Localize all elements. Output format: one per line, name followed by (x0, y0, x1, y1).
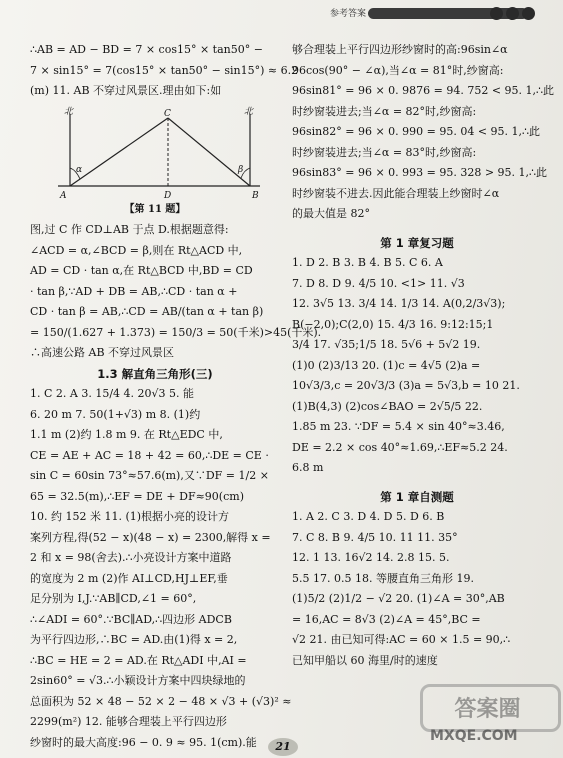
text-line: 1. C 2. A 3. 15/4 4. 20√3 5. 能 (30, 387, 195, 400)
text-line: 足分别为 I,J.∵AB∥CD,∠1 = 60°, (30, 592, 197, 605)
text-line: 的最大值是 82° (292, 207, 370, 220)
section-title: 第 1 章复习题 (380, 235, 454, 250)
text-line: 96sin82° = 96 × 0. 990 = 95. 04 < 95. 1,∴此 (292, 125, 541, 138)
text-line: 已知甲船以 60 海里/时的速度 (292, 653, 438, 667)
label-north-right: 北 (244, 106, 254, 117)
watermark-url: MXQE.COM (430, 728, 518, 744)
header-dot (506, 7, 519, 20)
text-line: 1. D 2. B 3. B 4. B 5. C 6. A (292, 256, 443, 269)
text-line: 6.8 m (292, 461, 324, 474)
triangle-diagram (48, 104, 268, 200)
text-line: 10. 约 152 米 11. (1)根据小亮的设计方 (30, 510, 230, 523)
text-line: (1)B(4,3) (2)cos∠BAO = 2√5/5 22. (292, 399, 483, 413)
text-line: (1)5/2 (2)1/2 − √2 20. (1)∠A = 30°,AB (292, 592, 505, 605)
text-line: 7. D 8. D 9. 4/5 10. <1> 11. √3 (292, 276, 465, 290)
text-line: 7 × sin15° = 7(cos15° × tan50° − sin15°) ≈ 6.2 (30, 63, 299, 77)
right-column (292, 40, 555, 671)
text-line: 够合理装上平行四边形纱窗时的高:96sin∠α (292, 43, 508, 56)
label-beta: β (238, 164, 244, 175)
text-line: · tan β,∵AD + DB = AB,∴CD · tan α + (30, 284, 238, 298)
text-line: 为平行四边形,∴BC = AD.由(1)得 x = 2, (30, 633, 238, 646)
label-d: D (164, 190, 172, 201)
text-line: 3/4 17. √35;1/5 18. 5√6 + 5√2 19. (292, 338, 481, 351)
text-line: 96sin83° = 96 × 0. 993 = 95. 328 > 95. 1,∴此 (292, 166, 548, 179)
figure-caption: 【第 11 题】 (124, 203, 186, 215)
text-line: 6. 20 m 7. 50(1+√3) m 8. (1)约 (30, 407, 201, 421)
text-line: sin C = 60sin 73°≈57.6(m),又∵DF = 1/2 × (30, 469, 269, 482)
text-line: 10√3/3,c = 20√3/3 (3)a = 5√3,b = 10 21. (292, 379, 520, 392)
label-b: B (252, 190, 259, 201)
label-c: C (164, 108, 171, 119)
text-line: ∠ACD = α,∠BCD = β,则在 Rt△ACD 中, (30, 243, 243, 257)
text-line: ∴BC = HE = 2 = AD.在 Rt△ADI 中,AI = (30, 653, 247, 667)
problem-11-figure (48, 104, 268, 200)
text-line: (m) 11. AB 不穿过风景区.理由如下:如 (30, 84, 222, 97)
watermark-logo (420, 684, 555, 744)
text-line: CE = AE + AC = 18 + 42 = 60,∴DE = CE · (30, 448, 269, 462)
text-line: 96sin81° = 96 × 0. 9876 = 94. 752 < 95. 1,∴此 (292, 84, 555, 97)
text-line: 的宽度为 2 m (2)作 AI⊥CD,HJ⊥EF,垂 (30, 571, 228, 585)
text-line: 7. C 8. B 9. 4/5 10. 11 11. 35° (292, 530, 458, 544)
text-line: 12. 1 13. 16√2 14. 2.8 15. 5. (292, 551, 450, 564)
header-label: 参考答案 (330, 9, 367, 19)
text-line: 5.5 17. 0.5 18. 等腰直角三角形 19. (292, 571, 474, 585)
text-line: = 16,AC = 8√3 (2)∠A = 45°,BC = (292, 612, 481, 626)
section-title: 1.3 解直角三角形(三) (97, 366, 213, 381)
text-line: √2 21. 由已知可得:AC = 60 × 1.5 = 90,∴ (292, 633, 511, 646)
text-line: ∴高速公路 AB 不穿过风景区 (30, 346, 175, 359)
text-line: (1)0 (2)3/13 20. (1)c = 4√5 (2)a = (292, 358, 481, 372)
text-line: AD = CD · tan α,在 Rt△BCD 中,BD = CD (30, 264, 253, 277)
header-dot (522, 7, 535, 20)
section-title: 第 1 章自测题 (380, 489, 454, 504)
text-line: DE = 2.2 × cos 40°≈1.69,∴EF≈5.2 24. (292, 440, 508, 454)
text-line: 2299(m²) 12. 能够合理装上平行四边形 (30, 715, 227, 728)
text-line: 2sin60° = √3.∴小颖设计方案中四块绿地的 (30, 674, 246, 687)
page-number: 21 (268, 738, 298, 756)
text-line: 图,过 C 作 CD⊥AB 于点 D.根据题意得: (30, 223, 229, 236)
text-line: 案列方程,得(52 − x)(48 − x) = 2300,解得 x = (30, 530, 271, 544)
text-line: 1.1 m (2)约 1.8 m 9. 在 Rt△EDC 中, (30, 428, 223, 441)
text-line: ∴∠ADI = 60°.∵BC∥AD,∴四边形 ADCB (30, 612, 232, 626)
text-line: 总面积为 52 × 48 − 52 × 2 − 48 × √3 + (√3)² ≈ (30, 694, 292, 708)
page-header (330, 6, 560, 22)
text-line: 时纱窗装不进去.因此能合理装上纱窗时∠α (292, 186, 500, 200)
text-line: 纱窗时的最大高度:96 − 0. 9 ≈ 95. 1(cm).能 (30, 735, 257, 749)
text-line: 时纱窗装进去;当∠α = 82°时,纱窗高: (292, 104, 477, 118)
text-line: 1. A 2. C 3. D 4. D 5. D 6. B (292, 510, 445, 523)
text-line: ∴AB = AD − BD = 7 × cos15° × tan50° − (30, 43, 263, 56)
label-north-left: 北 (64, 106, 74, 117)
text-line: B(−2,0);C(2,0) 15. 4/3 16. 9:12:15;1 (292, 317, 494, 331)
header-dot (490, 7, 503, 20)
label-a: A (60, 190, 67, 201)
watermark-text: 答案圈 (454, 697, 521, 722)
text-line: 2 和 x = 98(舍去).∴小亮设计方案中道路 (30, 551, 232, 564)
text-line: = 150/(1.627 + 1.373) = 150/3 = 50(千米)>45(千米). (30, 325, 322, 339)
text-line: 65 = 32.5(m),∴EF = DE + DF≈90(cm) (30, 489, 244, 503)
header-decoration (368, 8, 528, 19)
text-line: 时纱窗装进去;当∠α = 83°时,纱窗高: (292, 145, 477, 159)
text-line: 1.85 m 23. ∵DF = 5.4 × sin 40°≈3.46, (292, 420, 505, 433)
text-line: CD · tan β = AB,∴CD = AB/(tan α + tan β) (30, 305, 264, 318)
text-line: 12. 3√5 13. 3/4 14. 1/3 14. A(0,2/3√3); (292, 297, 506, 310)
text-line: 96cos(90° − ∠α),当∠α = 81°时,纱窗高: (292, 63, 504, 77)
label-alpha: α (76, 164, 83, 175)
